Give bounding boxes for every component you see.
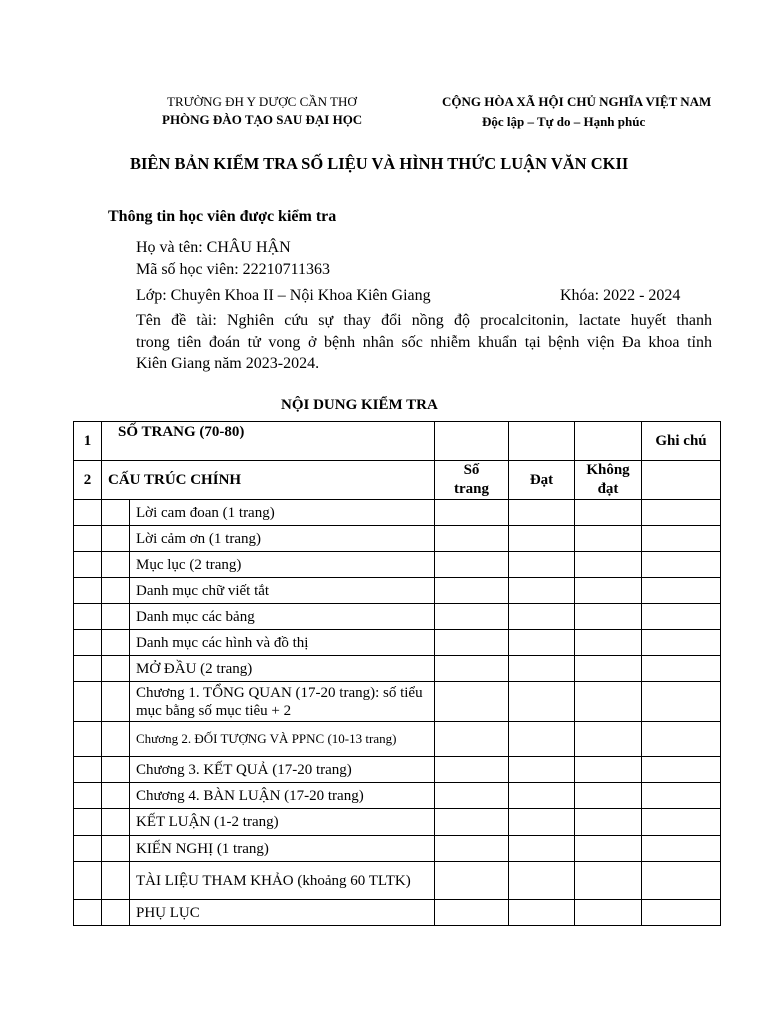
fail-cell[interactable]: [575, 656, 642, 682]
pages-cell[interactable]: [435, 578, 509, 604]
topic-line-1: Tên đề tài: Nghiên cứu sự thay đổi nồng độ procalcitonin, lactate huyết thanh: [136, 312, 712, 329]
pass-cell[interactable]: [509, 862, 575, 900]
table-row-pages: [74, 422, 721, 461]
pass-cell[interactable]: [509, 757, 575, 783]
student-course: Khóa: 2022 - 2024: [560, 287, 681, 304]
item-label: Danh mục các bảng: [130, 604, 435, 630]
pass-cell[interactable]: [509, 500, 575, 526]
note-cell[interactable]: [642, 722, 721, 757]
note-cell[interactable]: [642, 682, 721, 722]
pass-cell[interactable]: [509, 836, 575, 862]
row-number-cell: [74, 578, 102, 604]
note-cell[interactable]: [642, 783, 721, 809]
row-indent-cell: [102, 630, 130, 656]
row-indent-cell: [102, 578, 130, 604]
note-cell[interactable]: [642, 500, 721, 526]
topic-line-3: Kiên Giang năm 2023-2024.: [136, 355, 320, 372]
fail-cell[interactable]: [575, 722, 642, 757]
fail-cell[interactable]: [575, 578, 642, 604]
note-cell[interactable]: [642, 757, 721, 783]
item-label: Chương 1. TỔNG QUAN (17-20 trang): số tiểu mục bằng số mục tiêu + 2: [130, 682, 435, 722]
row-indent-cell: [102, 552, 130, 578]
pages-cell[interactable]: [435, 757, 509, 783]
row-indent-cell: [102, 900, 130, 926]
fail-cell[interactable]: [575, 604, 642, 630]
fail-cell[interactable]: [575, 500, 642, 526]
pass-cell[interactable]: [509, 552, 575, 578]
fail-cell[interactable]: [575, 836, 642, 862]
fail-cell[interactable]: [575, 862, 642, 900]
pages-cell[interactable]: [435, 900, 509, 926]
national-title: CỘNG HÒA XÃ HỘI CHỦ NGHĨA VIỆT NAM: [442, 94, 712, 109]
table-cell[interactable]: [642, 461, 721, 500]
pages-cell[interactable]: [435, 783, 509, 809]
pages-cell[interactable]: [435, 862, 509, 900]
fail-cell[interactable]: [575, 682, 642, 722]
pass-cell[interactable]: [509, 604, 575, 630]
table-row: [74, 552, 721, 578]
notes-column-header: Ghi chú: [642, 422, 721, 461]
row-indent-cell: [102, 656, 130, 682]
table-row: [74, 578, 721, 604]
note-cell[interactable]: [642, 578, 721, 604]
pages-cell[interactable]: [435, 630, 509, 656]
table-row: [74, 630, 721, 656]
pass-cell[interactable]: [509, 630, 575, 656]
pass-cell[interactable]: [509, 722, 575, 757]
table-row: [74, 757, 721, 783]
main-structure-label: CẤU TRÚC CHÍNH: [102, 461, 435, 500]
student-section-heading: Thông tin học viên được kiểm tra: [108, 208, 337, 225]
pages-requirement-label: SỐ TRANG (70-80): [102, 422, 435, 461]
row-indent-cell: [102, 809, 130, 836]
table-row: [74, 526, 721, 552]
fail-cell[interactable]: [575, 630, 642, 656]
table-row: [74, 862, 721, 900]
table-row: [74, 900, 721, 926]
row-indent-cell: [102, 722, 130, 757]
item-label: Danh mục các hình và đồ thị: [130, 630, 435, 656]
note-cell[interactable]: [642, 630, 721, 656]
national-motto: Độc lập – Tự do – Hạnh phúc: [482, 114, 646, 129]
table-row: [74, 722, 721, 757]
table-row: [74, 604, 721, 630]
item-label: KẾT LUẬN (1-2 trang): [130, 809, 435, 836]
row-indent-cell: [102, 836, 130, 862]
thesis-topic: [136, 310, 712, 375]
row-indent-cell: [102, 604, 130, 630]
item-label: Mục lục (2 trang): [130, 552, 435, 578]
pass-cell[interactable]: [509, 656, 575, 682]
checklist-table: [73, 421, 721, 926]
fail-header-line-2: đạt: [597, 481, 619, 497]
pages-cell[interactable]: [435, 552, 509, 578]
note-cell[interactable]: [642, 604, 721, 630]
fail-cell[interactable]: [575, 900, 642, 926]
pass-cell[interactable]: [509, 809, 575, 836]
table-row: [74, 656, 721, 682]
item-label: PHỤ LỤC: [130, 900, 435, 926]
item-label: Lời cảm ơn (1 trang): [130, 526, 435, 552]
fail-cell[interactable]: [575, 783, 642, 809]
document-title: BIÊN BẢN KIỂM TRA SỐ LIỆU VÀ HÌNH THỨC LUẬN VĂN CKII: [130, 154, 629, 173]
row-number-cell: [74, 500, 102, 526]
row-number-cell: [74, 682, 102, 722]
row-number-cell: [74, 630, 102, 656]
row-number-cell: [74, 783, 102, 809]
student-name: Họ và tên: CHÂU HẬN: [136, 239, 291, 256]
item-label: Lời cam đoan (1 trang): [130, 500, 435, 526]
table-row: [74, 783, 721, 809]
fail-column-header: [575, 461, 642, 500]
row-number: 1: [74, 422, 102, 461]
pass-cell[interactable]: [509, 578, 575, 604]
row-number-cell: [74, 757, 102, 783]
note-cell[interactable]: [642, 836, 721, 862]
fail-header-line-1: Không: [586, 462, 630, 478]
fail-cell[interactable]: [575, 809, 642, 836]
department-name: PHÒNG ĐÀO TẠO SAU ĐẠI HỌC: [162, 112, 363, 127]
row-indent-cell: [102, 682, 130, 722]
row-number: 2: [74, 461, 102, 500]
row-indent-cell: [102, 526, 130, 552]
row-number-cell: [74, 862, 102, 900]
item-label: KIẾN NGHỊ (1 trang): [130, 836, 435, 862]
table-cell[interactable]: [435, 422, 509, 461]
fail-cell[interactable]: [575, 757, 642, 783]
pages-cell[interactable]: [435, 809, 509, 836]
pages-cell[interactable]: [435, 656, 509, 682]
table-row: [74, 682, 721, 722]
pages-cell[interactable]: [435, 500, 509, 526]
table-row: [74, 836, 721, 862]
fail-cell[interactable]: [575, 552, 642, 578]
row-indent-cell: [102, 862, 130, 900]
table-cell[interactable]: [575, 422, 642, 461]
item-label: Danh mục chữ viết tắt: [130, 578, 435, 604]
table-cell[interactable]: [509, 422, 575, 461]
row-number-cell: [74, 836, 102, 862]
note-cell[interactable]: [642, 900, 721, 926]
row-number-cell: [74, 552, 102, 578]
pages-header-line-1: Số: [463, 462, 480, 478]
content-heading: NỘI DUNG KIỂM TRA: [281, 397, 438, 413]
row-number-cell: [74, 656, 102, 682]
pass-cell[interactable]: [509, 783, 575, 809]
topic-line-2: trong tiên đoán tử vong ở bệnh nhân sốc nhiễm khuẩn tại bệnh viện Đa khoa tỉnh: [136, 333, 712, 351]
item-label: Chương 3. KẾT QUẢ (17-20 trang): [130, 757, 435, 783]
table-row-structure: [74, 461, 721, 500]
fail-cell[interactable]: [575, 526, 642, 552]
pass-column-header: Đạt: [509, 461, 575, 500]
pages-cell[interactable]: [435, 836, 509, 862]
row-indent-cell: [102, 783, 130, 809]
pages-cell[interactable]: [435, 722, 509, 757]
note-cell[interactable]: [642, 862, 721, 900]
item-label: Chương 4. BÀN LUẬN (17-20 trang): [130, 783, 435, 809]
row-number-cell: [74, 526, 102, 552]
row-indent-cell: [102, 500, 130, 526]
row-number-cell: [74, 809, 102, 836]
pages-cell[interactable]: [435, 526, 509, 552]
row-number-cell: [74, 900, 102, 926]
row-number-cell: [74, 722, 102, 757]
table-row: [74, 500, 721, 526]
note-cell[interactable]: [642, 526, 721, 552]
structure-items: [74, 500, 721, 926]
pages-header-line-2: trang: [454, 481, 489, 497]
note-cell[interactable]: [642, 656, 721, 682]
pass-cell[interactable]: [509, 526, 575, 552]
row-indent-cell: [102, 757, 130, 783]
pages-cell[interactable]: [435, 682, 509, 722]
university-name: TRƯỜNG ĐH Y DƯỢC CẦN THƠ: [167, 94, 357, 109]
table-row: [74, 809, 721, 836]
pass-cell[interactable]: [509, 682, 575, 722]
pass-cell[interactable]: [509, 900, 575, 926]
pages-cell[interactable]: [435, 604, 509, 630]
student-class: Lớp: Chuyên Khoa II – Nội Khoa Kiên Giang: [136, 287, 431, 304]
item-label: Chương 2. ĐỐI TƯỢNG VÀ PPNC (10-13 trang): [130, 722, 435, 757]
item-label: TÀI LIỆU THAM KHẢO (khoảng 60 TLTK): [130, 862, 435, 900]
item-label: MỞ ĐẦU (2 trang): [130, 656, 435, 682]
note-cell[interactable]: [642, 552, 721, 578]
student-id: Mã số học viên: 22210711363: [136, 261, 331, 278]
row-number-cell: [74, 604, 102, 630]
note-cell[interactable]: [642, 809, 721, 836]
pages-column-header: [435, 461, 509, 500]
